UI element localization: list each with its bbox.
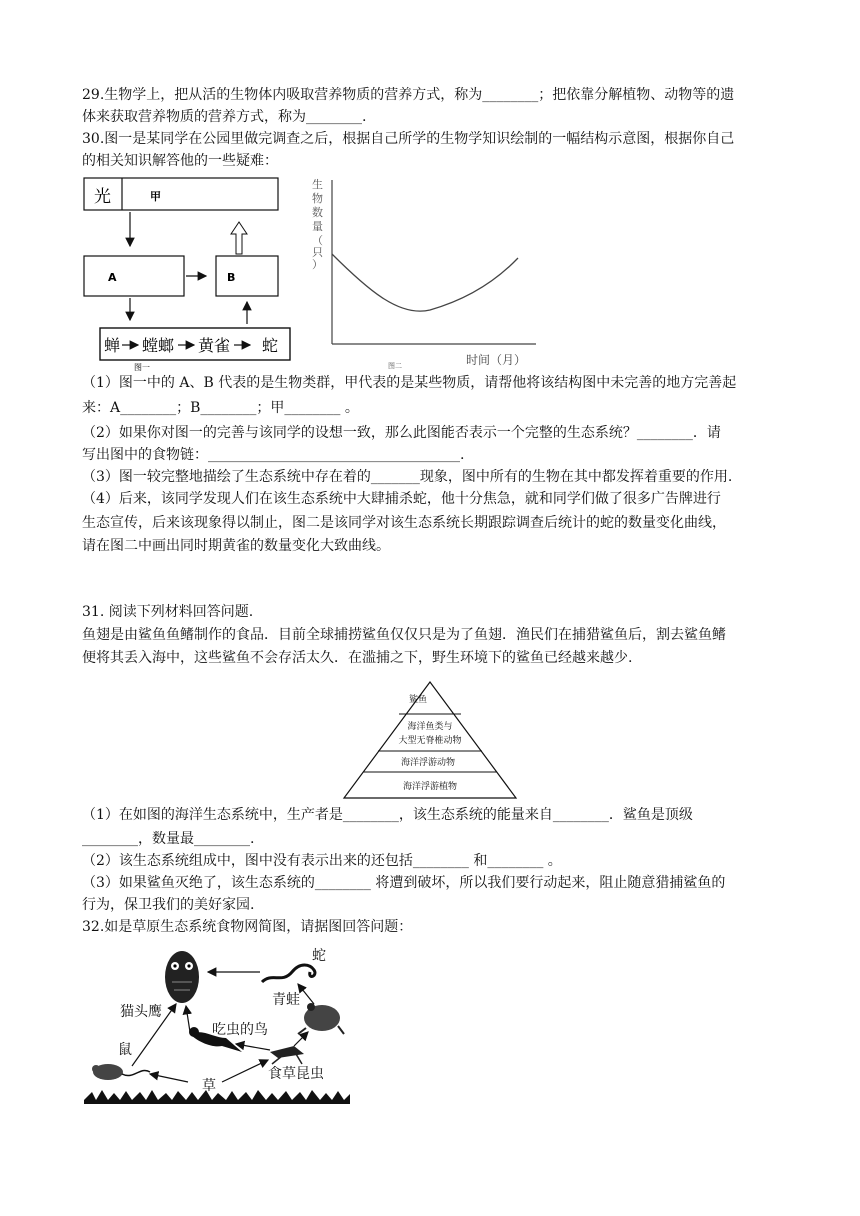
figure-1-caption: 图一 (134, 363, 150, 372)
figure-1-structure-diagram (82, 172, 292, 372)
q31-part1-line1: （1）在如图的海洋生态系统中，生产者是________，该生态系统的能量来自________．鲨鱼是顶级 (82, 807, 693, 823)
frog-icon (298, 1003, 344, 1034)
q30-intro-line2: 的相关知识解答他的一些疑难： (82, 153, 278, 169)
grass-icon (84, 1090, 350, 1104)
figure-2-caption: 图二 (388, 362, 402, 370)
q31-material-line2: 便将其丢入海中，这些鲨鱼不会存活太久．在滥捕之下，野生环境下的鲨鱼已经越来越少. (82, 650, 633, 666)
q31-material-line1: 鱼翅是由鲨鱼鱼鳍制作的食品．目前全球捕捞鲨鱼仅仅只是为了鱼翅．渔民们在捕猎鲨鱼后，割去鲨鱼鳍 (82, 627, 726, 643)
mouse-icon (92, 1064, 150, 1080)
q30-part1-line2: 来：A________；B________；甲________ 。 (82, 400, 359, 416)
pyramid-zooplankton: 海洋浮游动物 (400, 758, 456, 768)
box-a-label: A (108, 271, 117, 284)
ecological-pyramid (340, 678, 520, 802)
ylabel-char: ） (312, 258, 323, 271)
box-b-label: B (227, 271, 236, 284)
label-frog: 青蛙 (272, 992, 300, 1008)
q31-part1-line2: ________，数量最________. (82, 831, 255, 847)
chain-snake: 蛇 (262, 336, 279, 355)
q31-title: 31. 阅读下列材料回答问题. (82, 604, 254, 620)
q30-part4-line3: 请在图二中画出同时期黄雀的数量变化大致曲线。 (82, 538, 390, 554)
chain-cicada: 蝉 (104, 336, 121, 355)
q31-part3-line1: （3）如果鲨鱼灭绝了，该生态系统的________ 将遭到破坏，所以我们要行动起来，阻止随意猎捕鲨鱼的 (82, 875, 726, 891)
label-grass: 草 (202, 1078, 216, 1094)
grasshopper-icon (270, 1046, 304, 1064)
label-mouse: 鼠 (118, 1042, 132, 1058)
chain-oriole: 黄雀 (198, 336, 231, 355)
q32-title: 32.如是草原生态系统食物网简图，请据图回答问题： (82, 919, 413, 935)
light-label: 光 (94, 187, 111, 207)
snake-population-curve (332, 254, 518, 311)
box-b (216, 256, 278, 296)
light-box (84, 178, 278, 210)
box-a (84, 256, 184, 296)
pyramid-phytoplankton: 海洋浮游植物 (402, 782, 458, 792)
ylabel-char: 生 (312, 178, 323, 191)
pyramid-invertebrates: 大型无脊椎动物 (398, 736, 462, 746)
owl-icon (165, 951, 199, 1003)
q30-part3: （3）图一较完整地描绘了生态系统中存在着的_______现象，图中所有的生物在其中都发挥着重要的作用. (82, 469, 733, 485)
ylabel-char: 数 (312, 206, 323, 219)
figure-2-population-chart (300, 172, 540, 372)
q30-part2-line2: 写出图中的食物链：____________________________________. (82, 447, 465, 463)
q30-part1-line1: （1）图一中的 A、B 代表的是生物类群，甲代表的是某些物质，请帮他将该结构图中未完善的地方完善起 (82, 375, 737, 391)
snake-icon (262, 965, 315, 982)
q29-line1: 29.生物学上，把从活的生物体内吸取营养物质的营养方式，称为________；把依靠分解植物、动物等的遗 (82, 87, 735, 103)
food-web-diagram (82, 942, 354, 1112)
xlabel: 时间（月） (466, 353, 527, 367)
ylabel-char: （ (312, 234, 323, 247)
q31-part2: （2）该生态系统组成中，图中没有表示出来的还包括________ 和________ 。 (82, 853, 562, 869)
q30-intro-line1: 30.图一是某同学在公园里做完调查之后，根据自己所学的生物学知识绘制的一幅结构示意图，根据你自己 (82, 131, 735, 147)
pyramid-fish: 海洋鱼类与 (407, 722, 453, 732)
label-snake: 蛇 (312, 948, 326, 964)
jia-label: 甲 (150, 190, 161, 203)
q30-part4-line2: 生态宣传，后来该现象得以制止，图二是该同学对该生态系统长期跟踪调查后统计的蛇的数量变化曲线， (82, 515, 726, 531)
label-bird: 吃虫的鸟 (212, 1022, 268, 1038)
ylabel-char: 只 (312, 246, 323, 259)
q31-part3-line2: 行为，保卫我们的美好家园. (82, 897, 255, 913)
label-insect: 食草昆虫 (268, 1066, 324, 1082)
q30-part2-line1: （2）如果你对图一的完善与该同学的设想一致，那么此图能否表示一个完整的生态系统？________．请 (82, 425, 721, 441)
q30-part4-line1: （4）后来，该同学发现人们在该生态系统中大肆捕杀蛇，他十分焦急，就和同学们做了很多广告牌进行 (82, 491, 721, 507)
pyramid-shark: 鲨鱼 (408, 695, 428, 705)
label-owl: 猫头鹰 (120, 1004, 162, 1020)
chain-mantis: 螳螂 (142, 336, 175, 355)
ylabel-char: 物 (312, 192, 323, 205)
hollow-arrow-icon (231, 222, 247, 254)
ylabel-char: 量 (312, 220, 323, 233)
q29-line2: 体来获取营养物质的营养方式，称为________. (82, 109, 367, 125)
